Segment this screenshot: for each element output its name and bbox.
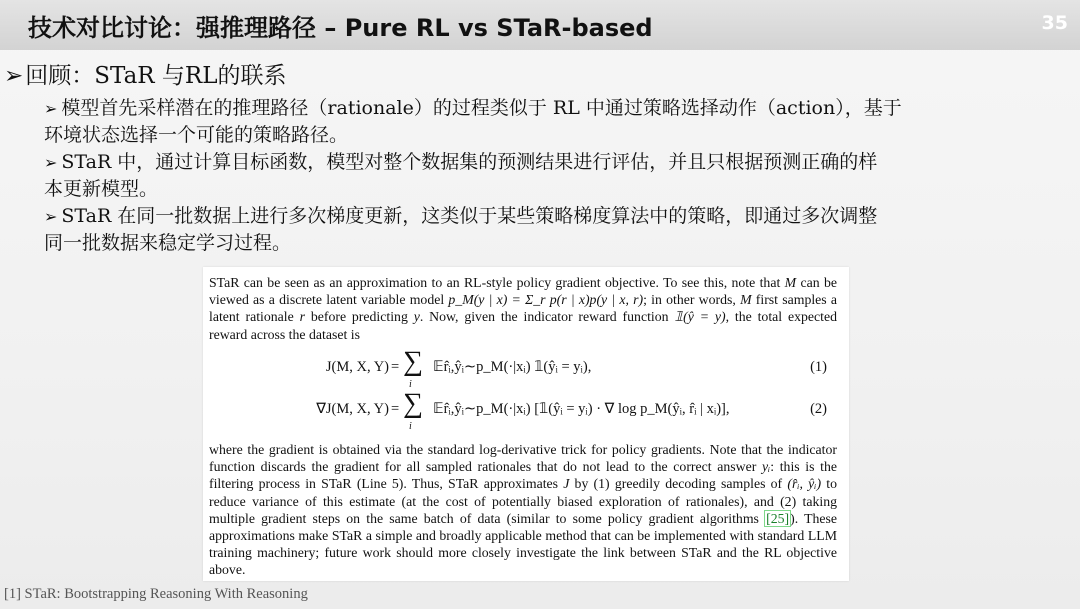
- citation-link[interactable]: [25]: [766, 510, 790, 526]
- sub-bullet: [44, 95, 1044, 148]
- equation-1: [203, 346, 849, 390]
- model-formula: p_M(y | x) = Σ_r p(r | x)p(y | x, r): [448, 292, 644, 308]
- bullet-text: STaR 中，通过计算目标函数，模型对整个数据集的预测结果进行评估，并且只根据预测正确的样: [61, 151, 878, 173]
- paper-paragraph-discussion: where the gradient is obtained via the standard log-derivative trick for policy gradients. Note that the indicator function discards the gradient for all sampled rationales that do not lead to the correct answer yᵢ: this is the filtering process in STaR (Line 5). Thus, STaR approximates J by (1) greedily decoding samples of (r̂ᵢ, ŷᵢ) to reduce variance of this estimate (at the cost of potentially biased exploration of rationales), and (2) taking multiple gradient steps on the same batch of data (similar to some policy gradient algorithms [25]). These approximations make STaR a simple and broadly applicable method that can be implemented with standard LLM training machinery; future work should more closely investigate the link between STaR and the RL objective above.: [209, 442, 838, 578]
- equation-rhs: 𝔼r̂ᵢ,ŷᵢ∼p_M(·|xᵢ) 𝟙(ŷᵢ = yᵢ),: [433, 359, 592, 375]
- equation-lhs: ∇J(M, X, Y): [316, 401, 389, 417]
- paper-excerpt: [203, 267, 849, 581]
- equation-rhs: 𝔼r̂ᵢ,ŷᵢ∼p_M(·|xᵢ) [𝟙(ŷᵢ = yᵢ) · ∇ log p_M(ŷᵢ, r̂ᵢ | xᵢ)],: [433, 401, 730, 417]
- equation-lhs: J(M, X, Y): [325, 359, 389, 375]
- footnote: [1] STaR: Bootstrapping Reasoning With Reasoning: [4, 586, 308, 602]
- sum-symbol: ∑: [403, 388, 423, 419]
- sum-symbol: ∑: [403, 346, 423, 377]
- arrow-bullet-icon: ➢: [44, 99, 58, 118]
- sub-bullet: [44, 149, 1044, 202]
- indicator-formula: 𝟙(ŷ = y): [674, 309, 726, 325]
- arrow-bullet-icon: ➢: [4, 63, 24, 89]
- heading-text: 回顾：STaR 与RL的联系: [25, 63, 287, 89]
- bullet-text: 同一批数据来稳定学习过程。: [44, 232, 292, 254]
- title-bar: [0, 0, 1080, 50]
- equation-number: (2): [810, 401, 827, 417]
- arrow-bullet-icon: ➢: [44, 207, 58, 226]
- sum-index: i: [409, 379, 412, 390]
- bullet-text: STaR 在同一批数据上进行多次梯度更新，这类似于某些策略梯度算法中的策略，即通过多次调整: [61, 205, 878, 227]
- equation-2: [203, 388, 849, 432]
- sub-bullet: [44, 203, 1044, 256]
- page-number: 35: [1041, 12, 1068, 34]
- bullet-text: 本更新模型。: [44, 178, 159, 200]
- equals-sign: =: [391, 359, 400, 375]
- paper-paragraph-intro: STaR can be seen as an approximation to an RL-style policy gradient objective. To see this, note that M can be viewed as a discrete latent variable model p_M(y | x) = Σ_r p(r | x)p(y | x, r); in other words, M first samples a latent rationale r before predicting y. Now, given the indicator reward function 𝟙(ŷ = y), the total expected reward across the dataset is: [209, 275, 838, 342]
- arrow-bullet-icon: ➢: [44, 153, 58, 172]
- equals-sign: =: [391, 401, 400, 417]
- bullet-text: 环境状态选择一个可能的策略路径。: [44, 124, 349, 146]
- heading-bullet: [4, 60, 287, 92]
- sum-index: i: [409, 421, 412, 432]
- equation-number: (1): [810, 359, 827, 375]
- slide-title: 技术对比讨论：强推理路径 – Pure RL vs STaR-based: [28, 14, 653, 42]
- bullet-text: 模型首先采样潜在的推理路径（rationale）的过程类似于 RL 中通过策略选择动作（action），基于: [61, 97, 902, 119]
